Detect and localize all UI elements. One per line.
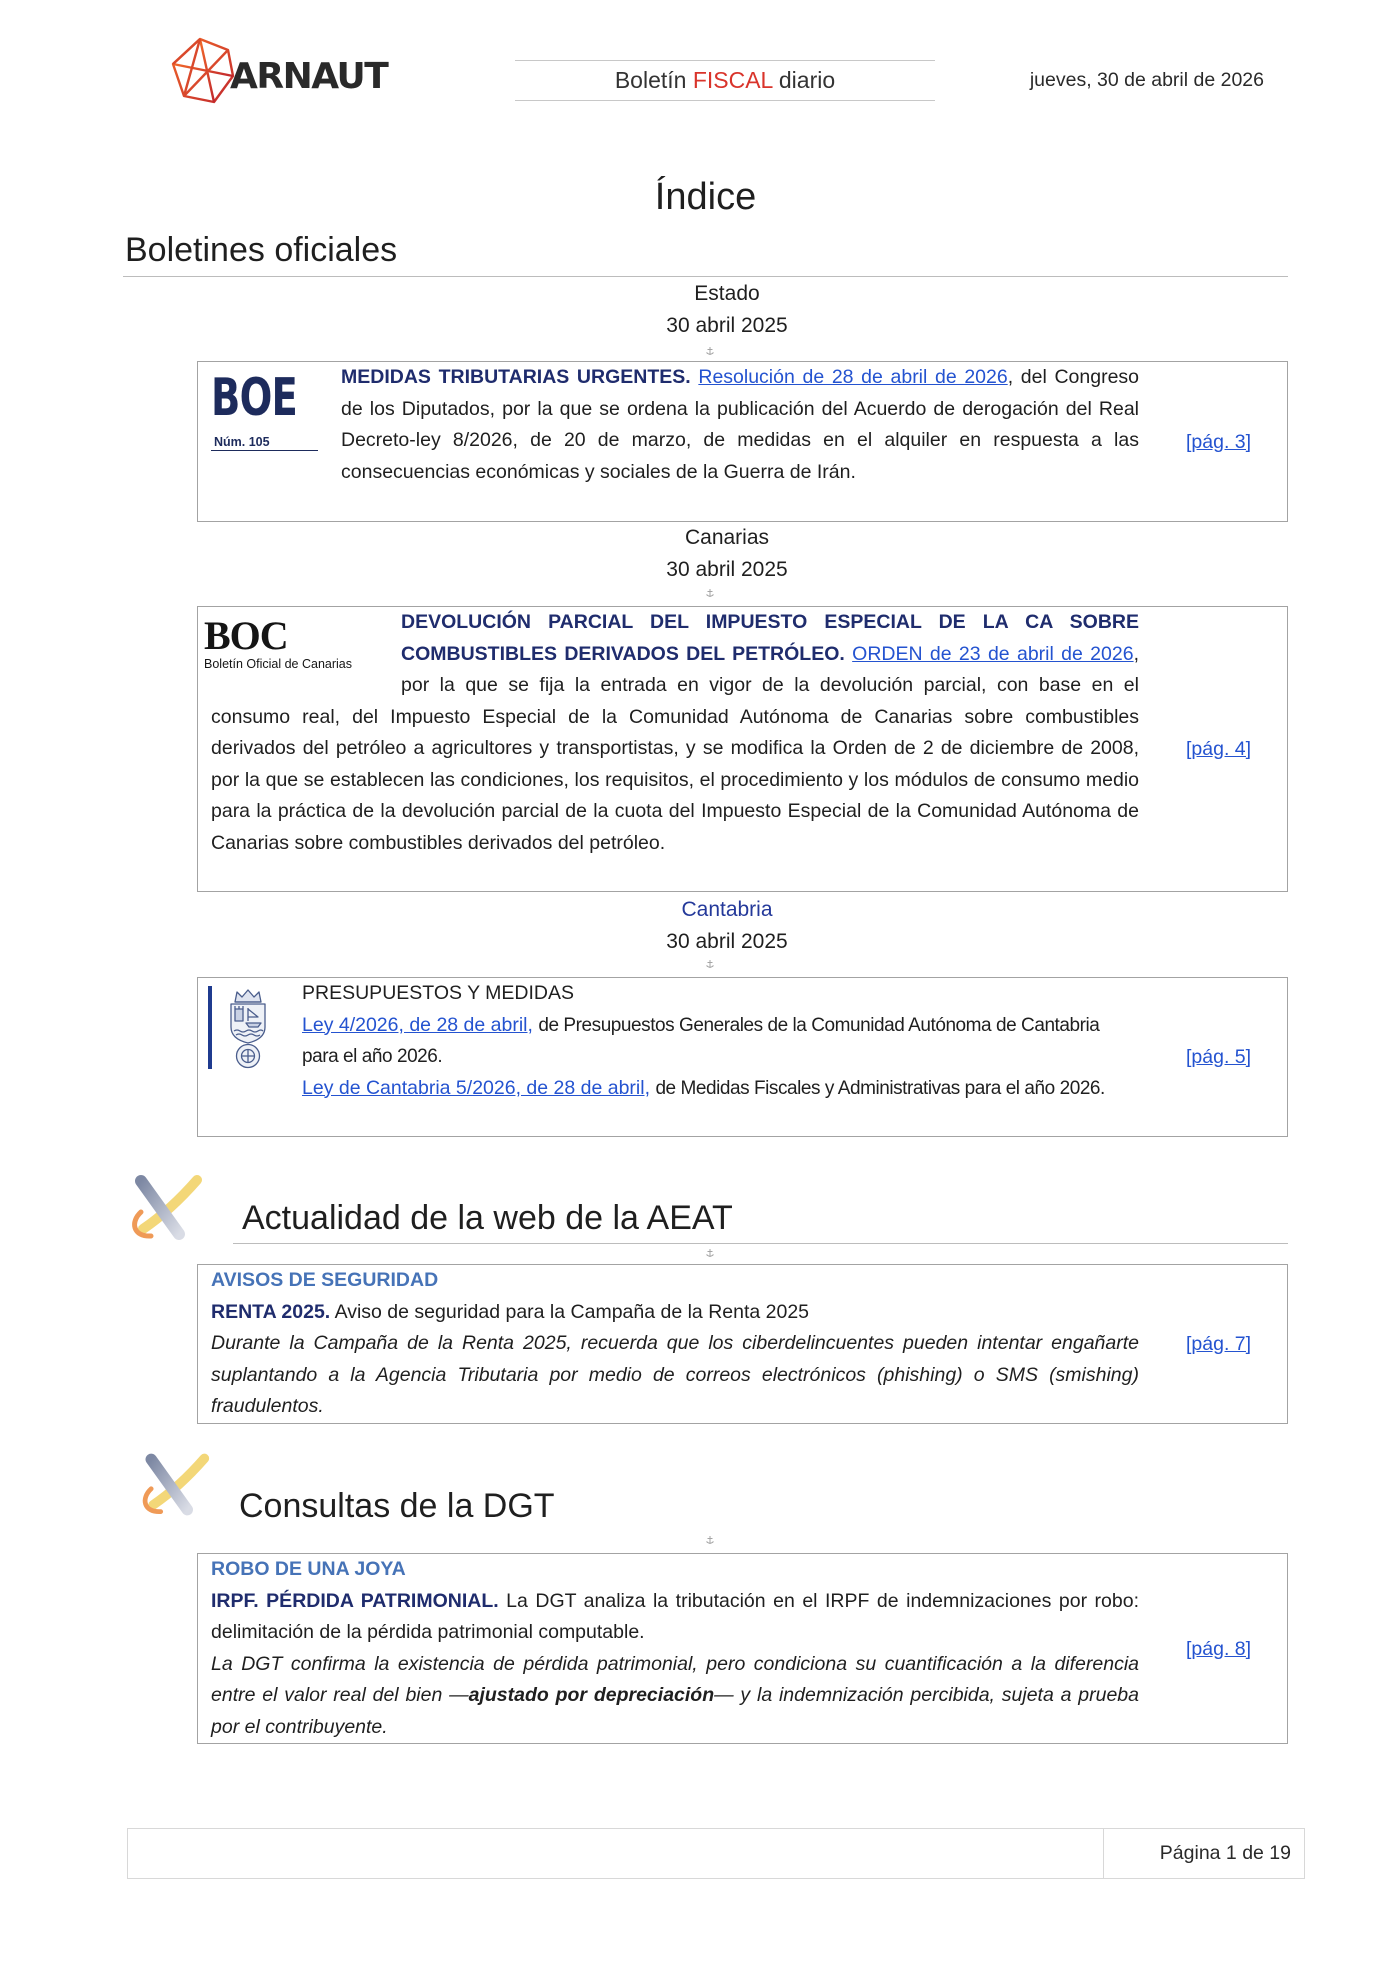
entry-summary-end: — y la indemnización percibida, sujeta a prueba por el contribuyente. bbox=[211, 1684, 1139, 1738]
arnaut-logo bbox=[170, 36, 402, 110]
anchor-icon bbox=[705, 959, 715, 969]
entry-title: RENTA 2025. bbox=[211, 1300, 331, 1323]
entry-text bbox=[204, 607, 1139, 859]
anchor-icon bbox=[705, 1248, 715, 1258]
entry-summary: Durante la Campaña de la Renta 2025, recuerda que los ciberdelincuentes pueden intentar engañarte suplantando a la Agencia Tributaria por medio de correos electrónicos (phishing) o SMS (smishing) fraudulentos. bbox=[211, 1332, 1139, 1417]
entry-text bbox=[211, 978, 1139, 1128]
page-title: Índice bbox=[654, 176, 757, 218]
bulletin-title-pre: Boletín bbox=[614, 67, 687, 93]
entry-summary-emphasis: ajustado por depreciación bbox=[468, 1684, 715, 1706]
entry-body: , del Congreso de los Diputados, por la que se ordena la publicación del Acuerdo de derogación del Real Decreto-ley 8/2026, de 20 de marzo, de medidas en el alquiler en respuesta a las consecuencias económicas y sociales de la Guerra de Irán. bbox=[341, 366, 1140, 483]
entry-title: PRESUPUESTOS Y MEDIDAS bbox=[302, 982, 575, 1004]
entry-box-aeat bbox=[197, 1264, 1288, 1424]
resolution-link[interactable]: Resolución de 28 de abril de 2026 bbox=[698, 366, 1008, 388]
boe-issue-number: Núm. 105 bbox=[211, 434, 318, 451]
region-date-cantabria: 30 abril 2025 bbox=[666, 930, 788, 953]
entry-summary bbox=[211, 1649, 1139, 1744]
boe-logo-mark: BOE bbox=[211, 368, 298, 428]
law-description: de Medidas Fiscales y Administrativas para el año 2026. bbox=[655, 1077, 1105, 1099]
footer-divider bbox=[1103, 1829, 1104, 1878]
page-ref-link[interactable]: [pág. 5] bbox=[1186, 1046, 1252, 1068]
entry-body: , por la que se fija la entrada en vigor de la devolución parcial, con base en el consumo real, del Impuesto Especial de la Comunidad Autónoma de Canarias sobre combustibles derivados del petróleo a agricultores y transportistas, y se modifica la Orden de 2 de diciembre de 2008, por la que se establecen las condiciones, los requisitos, el procedimiento y los módulos de consumo medio para la práctica de la devolución parcial de la cuota del Impuesto Especial de la Comunidad Autónoma de Canarias sobre combustibles derivados del petróleo. bbox=[211, 642, 1139, 854]
section-heading-boletines: Boletines oficiales bbox=[125, 231, 398, 269]
entry-category: AVISOS DE SEGURIDAD bbox=[211, 1269, 439, 1291]
arnaut-logo-text: ARNAUT bbox=[230, 56, 388, 97]
aeat-logo-icon bbox=[125, 1174, 205, 1242]
section-heading-dgt: Consultas de la DGT bbox=[239, 1487, 555, 1525]
boc-logo bbox=[204, 607, 387, 699]
anchor-icon bbox=[705, 588, 715, 598]
section-divider bbox=[233, 1243, 1288, 1244]
law-item bbox=[211, 1073, 1139, 1105]
region-date-estado: 30 abril 2025 bbox=[666, 314, 788, 337]
order-link[interactable]: ORDEN de 23 de abril de 2026 bbox=[852, 642, 1134, 665]
page-ref-link[interactable]: [pág. 7] bbox=[1186, 1333, 1252, 1355]
entry-text bbox=[211, 362, 1139, 488]
cantabria-logo bbox=[211, 978, 302, 1128]
entry-text bbox=[211, 1554, 1139, 1743]
section-divider bbox=[123, 276, 1288, 277]
region-date-canarias: 30 abril 2025 bbox=[666, 558, 788, 581]
entry-box-dgt bbox=[197, 1553, 1288, 1744]
entry-title: MEDIDAS TRIBUTARIAS URGENTES. bbox=[341, 366, 691, 388]
page-ref-link[interactable]: [pág. 8] bbox=[1186, 1637, 1252, 1660]
entry-title: DEVOLUCIÓN PARCIAL DEL IMPUESTO ESPECIAL DE LA CA SOBRE COMBUSTIBLES DERIVADOS DEL PETRÓLEO. bbox=[401, 611, 1139, 665]
entry-heading bbox=[211, 1586, 1139, 1649]
section-heading-aeat: Actualidad de la web de la AEAT bbox=[242, 1199, 733, 1237]
bulletin-title-post: diario bbox=[778, 67, 836, 93]
arnaut-gem-icon bbox=[170, 36, 236, 108]
law-link[interactable]: Ley de Cantabria 5/2026, de 28 de abril, bbox=[302, 1076, 651, 1099]
boe-logo bbox=[211, 362, 318, 482]
law-link[interactable]: Ley 4/2026, de 28 de abril, bbox=[302, 1013, 533, 1036]
bulletin-title bbox=[515, 60, 935, 101]
region-label-estado: Estado bbox=[694, 282, 760, 305]
entry-title: IRPF. PÉRDIDA PATRIMONIAL. bbox=[211, 1589, 499, 1612]
cantabria-logo-bar bbox=[208, 986, 212, 1069]
page-ref-link[interactable]: [pág. 4] bbox=[1186, 738, 1252, 760]
page-ref-link[interactable]: [pág. 3] bbox=[1186, 430, 1252, 453]
page-number: Página 1 de 19 bbox=[1159, 1842, 1291, 1864]
boc-logo-subtitle: Boletín Oficial de Canarias bbox=[204, 657, 352, 671]
entry-subtitle: La DGT analiza la tributación en el IRPF de indemnizaciones por robo: delimitación de la pérdida patrimonial computable. bbox=[211, 1589, 1140, 1643]
law-description: de Presupuestos Generales de la Comunidad Autónoma de Cantabria para el año 2026. bbox=[302, 1014, 1100, 1067]
region-label-canarias: Canarias bbox=[684, 526, 770, 549]
entry-heading bbox=[211, 1297, 1139, 1329]
entry-text bbox=[211, 1265, 1139, 1423]
bulletin-title-highlight: FISCAL bbox=[692, 67, 773, 93]
page-footer bbox=[127, 1828, 1305, 1879]
anchor-icon bbox=[705, 1535, 715, 1545]
entry-box-estado bbox=[197, 361, 1288, 522]
entry-category: ROBO DE UNA JOYA bbox=[211, 1558, 406, 1580]
entry-box-cantabria bbox=[197, 977, 1288, 1137]
region-label-cantabria: Cantabria bbox=[681, 898, 773, 921]
boc-logo-mark: BOC bbox=[204, 613, 288, 658]
anchor-icon bbox=[705, 346, 715, 356]
cantabria-crest-icon bbox=[223, 987, 273, 1069]
entry-subtitle: Aviso de seguridad para la Campaña de la Renta 2025 bbox=[334, 1300, 810, 1323]
entry-box-canarias bbox=[197, 606, 1288, 892]
header-date: jueves, 30 de abril de 2026 bbox=[1029, 69, 1264, 91]
aeat-logo-icon bbox=[136, 1448, 212, 1522]
entry-summary-start: La DGT confirma la existencia de pérdida patrimonial, pero condiciona su cuantificación a la diferencia entre el valor real del bien — bbox=[211, 1652, 1139, 1706]
law-item bbox=[211, 1010, 1139, 1073]
